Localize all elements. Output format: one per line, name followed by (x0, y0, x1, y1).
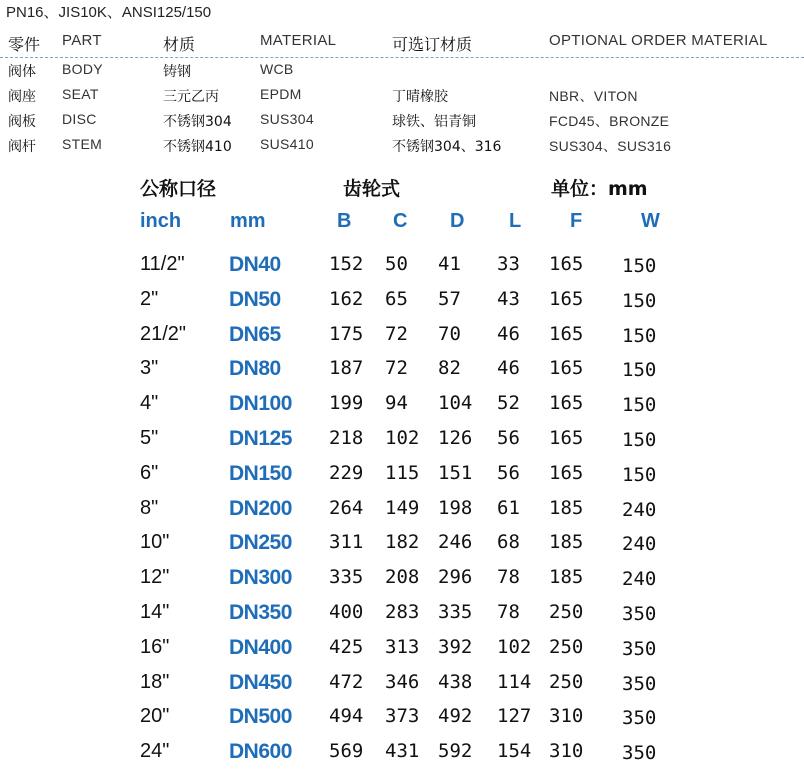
dim-d: 335 (438, 601, 473, 623)
dim-d: 41 (438, 253, 461, 275)
dn-size: DN600 (229, 740, 292, 763)
dn-size: DN65 (229, 323, 281, 346)
inch-size: 20" (140, 705, 170, 727)
part-en: SEAT (62, 86, 99, 102)
dim-d: 392 (438, 636, 473, 658)
material-en: EPDM (260, 86, 302, 102)
col-f: F (570, 210, 583, 232)
dim-l: 68 (497, 531, 520, 553)
materials-header (0, 32, 804, 56)
dim-l: 56 (497, 462, 520, 484)
dim-c: 50 (385, 253, 408, 275)
dim-l: 154 (497, 740, 532, 762)
dim-w: 150 (622, 464, 657, 486)
dim-w: 150 (622, 429, 657, 451)
table-row (0, 705, 804, 739)
inch-size: 8" (140, 497, 159, 519)
dim-d: 104 (438, 392, 473, 414)
nominal-size-title: 公称口径 (140, 178, 217, 200)
optional-cn: 球铁、铝青铜 (392, 114, 476, 130)
table-row (0, 427, 804, 461)
dim-c: 94 (385, 392, 408, 414)
dim-f: 165 (549, 288, 584, 310)
dim-l: 78 (497, 601, 520, 623)
optional-en: NBR、VITON (549, 88, 638, 104)
dim-w: 240 (622, 568, 657, 590)
dim-d: 246 (438, 531, 473, 553)
dn-size: DN200 (229, 497, 292, 520)
dim-l: 56 (497, 427, 520, 449)
dim-l: 127 (497, 705, 532, 727)
dim-l: 33 (497, 253, 520, 275)
dim-c: 115 (385, 462, 420, 484)
dim-b: 569 (329, 740, 364, 762)
inch-size: 21/2" (140, 323, 187, 345)
material-row (0, 61, 804, 85)
col-w: W (641, 210, 660, 232)
optional-cn: 丁晴橡胶 (392, 89, 448, 105)
dn-size: DN40 (229, 253, 281, 276)
material-row (0, 136, 804, 160)
dim-b: 400 (329, 601, 364, 623)
table-row (0, 462, 804, 496)
dim-c: 182 (385, 531, 420, 553)
optional-cn: 不锈钢304、316 (392, 139, 502, 155)
dim-f: 310 (549, 705, 584, 727)
dim-b: 218 (329, 427, 364, 449)
dn-size: DN150 (229, 462, 292, 485)
dim-f: 250 (549, 601, 584, 623)
standards-line: PN16、JIS10K、ANSI125/150 (6, 4, 212, 21)
part-en-header: PART (62, 32, 102, 49)
optional-en: SUS304、SUS316 (549, 138, 672, 154)
dim-b: 335 (329, 566, 364, 588)
part-en: DISC (62, 111, 97, 127)
header-divider (0, 57, 804, 58)
material-en: SUS410 (260, 136, 314, 152)
part-cn: 阀杆 (8, 139, 36, 155)
dim-w: 150 (622, 290, 657, 312)
table-row (0, 288, 804, 322)
col-mm: mm (230, 210, 266, 232)
dim-b: 162 (329, 288, 364, 310)
dn-size: DN80 (229, 357, 281, 380)
dn-size: DN350 (229, 601, 292, 624)
inch-size: 18" (140, 671, 170, 693)
dim-b: 494 (329, 705, 364, 727)
material-en: SUS304 (260, 111, 314, 127)
col-c: C (393, 210, 408, 232)
inch-size: 16" (140, 636, 170, 658)
dn-size: DN300 (229, 566, 292, 589)
table-row (0, 740, 804, 774)
dim-f: 185 (549, 566, 584, 588)
dim-d: 592 (438, 740, 473, 762)
dim-f: 250 (549, 636, 584, 658)
dim-w: 150 (622, 359, 657, 381)
inch-size: 3" (140, 357, 159, 379)
dim-l: 43 (497, 288, 520, 310)
dim-l: 46 (497, 323, 520, 345)
table-row (0, 323, 804, 357)
dim-w: 150 (622, 325, 657, 347)
unit-title: 单位：mm (551, 178, 648, 200)
table-row (0, 253, 804, 287)
table-row (0, 566, 804, 600)
dim-b: 175 (329, 323, 364, 345)
inch-size: 14" (140, 601, 170, 623)
dim-d: 82 (438, 357, 461, 379)
inch-size: 12" (140, 566, 170, 588)
dim-w: 350 (622, 638, 657, 660)
dim-b: 199 (329, 392, 364, 414)
inch-size: 4" (140, 392, 159, 414)
dim-f: 185 (549, 531, 584, 553)
dim-d: 151 (438, 462, 473, 484)
dim-b: 229 (329, 462, 364, 484)
dim-d: 57 (438, 288, 461, 310)
dim-c: 208 (385, 566, 420, 588)
dim-w: 150 (622, 255, 657, 277)
optional-en-header: OPTIONAL ORDER MATERIAL (549, 32, 768, 49)
material-cn: 不锈钢304 (163, 114, 232, 130)
dim-w: 350 (622, 742, 657, 764)
part-cn-header: 零件 (8, 35, 41, 54)
dim-f: 185 (549, 497, 584, 519)
inch-size: 10" (140, 531, 170, 553)
dn-size: DN450 (229, 671, 292, 694)
operation-type-title: 齿轮式 (343, 178, 401, 200)
dim-d: 296 (438, 566, 473, 588)
dim-c: 149 (385, 497, 420, 519)
dim-w: 150 (622, 394, 657, 416)
dim-l: 114 (497, 671, 532, 693)
dn-size: DN500 (229, 705, 292, 728)
table-row (0, 601, 804, 635)
dn-size: DN400 (229, 636, 292, 659)
col-l: L (509, 210, 522, 232)
table-row (0, 671, 804, 705)
dim-d: 492 (438, 705, 473, 727)
dim-b: 264 (329, 497, 364, 519)
inch-size: 6" (140, 462, 159, 484)
col-d: D (450, 210, 465, 232)
part-cn: 阀座 (8, 89, 36, 105)
material-cn: 三元乙丙 (163, 89, 219, 105)
dim-l: 52 (497, 392, 520, 414)
dim-b: 187 (329, 357, 364, 379)
dim-c: 431 (385, 740, 420, 762)
dim-l: 102 (497, 636, 532, 658)
dim-w: 240 (622, 499, 657, 521)
dim-d: 70 (438, 323, 461, 345)
dim-b: 152 (329, 253, 364, 275)
dn-size: DN50 (229, 288, 281, 311)
dim-b: 472 (329, 671, 364, 693)
dim-d: 198 (438, 497, 473, 519)
dim-c: 346 (385, 671, 420, 693)
dim-c: 102 (385, 427, 420, 449)
part-en: BODY (62, 61, 103, 77)
table-row (0, 392, 804, 426)
dim-w: 350 (622, 603, 657, 625)
part-cn: 阀板 (8, 114, 36, 130)
dim-c: 313 (385, 636, 420, 658)
inch-size: 24" (140, 740, 170, 762)
inch-size: 11/2" (140, 253, 185, 275)
dim-f: 310 (549, 740, 584, 762)
dim-f: 165 (549, 323, 584, 345)
dim-f: 250 (549, 671, 584, 693)
dim-f: 165 (549, 462, 584, 484)
inch-size: 5" (140, 427, 159, 449)
dim-w: 350 (622, 707, 657, 729)
dim-l: 78 (497, 566, 520, 588)
dim-b: 425 (329, 636, 364, 658)
dim-f: 165 (549, 392, 584, 414)
dim-c: 283 (385, 601, 420, 623)
dim-w: 350 (622, 673, 657, 695)
table-row (0, 357, 804, 391)
dn-size: DN250 (229, 531, 292, 554)
dim-l: 46 (497, 357, 520, 379)
optional-en: FCD45、BRONZE (549, 113, 670, 129)
dim-l: 61 (497, 497, 520, 519)
dim-f: 165 (549, 427, 584, 449)
material-row (0, 111, 804, 135)
table-row (0, 497, 804, 531)
col-inch: inch (140, 210, 182, 232)
material-cn: 不锈钢410 (163, 139, 232, 155)
dim-d: 438 (438, 671, 473, 693)
part-cn: 阀体 (8, 64, 36, 80)
dim-f: 165 (549, 253, 584, 275)
table-row (0, 531, 804, 565)
material-cn-header: 材质 (163, 35, 196, 54)
col-b: B (337, 210, 352, 232)
dim-w: 240 (622, 533, 657, 555)
material-en: WCB (260, 61, 294, 77)
material-row (0, 86, 804, 110)
dim-b: 311 (329, 531, 364, 553)
dn-size: DN125 (229, 427, 292, 450)
dim-f: 165 (549, 357, 584, 379)
dim-c: 72 (385, 323, 408, 345)
dim-c: 65 (385, 288, 408, 310)
dim-d: 126 (438, 427, 473, 449)
optional-cn-header: 可选订材质 (392, 35, 473, 54)
dim-c: 373 (385, 705, 420, 727)
table-row (0, 636, 804, 670)
part-en: STEM (62, 136, 103, 152)
material-cn: 铸钢 (163, 64, 191, 80)
dn-size: DN100 (229, 392, 292, 415)
inch-size: 2" (140, 288, 159, 310)
dim-c: 72 (385, 357, 408, 379)
material-en-header: MATERIAL (260, 32, 337, 49)
